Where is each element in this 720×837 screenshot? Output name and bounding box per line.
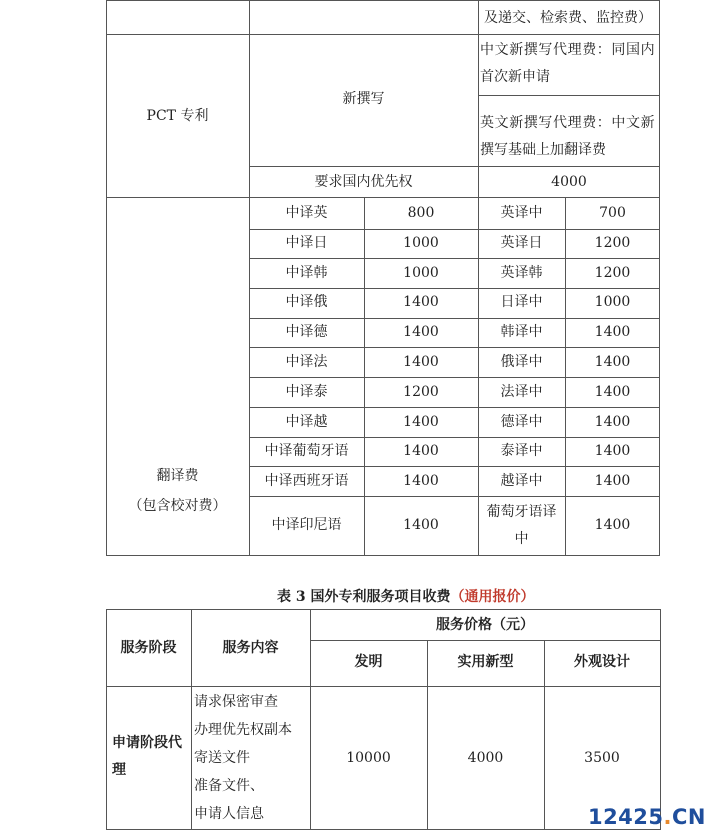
translation-left: 中译日 [285, 235, 328, 251]
translation-right-line1: 葡萄牙语译 [486, 504, 557, 520]
translation-right: 越译中 [500, 473, 543, 489]
translation-right: 日译中 [500, 294, 543, 310]
translation-left-fee: 1400 [403, 414, 439, 430]
translation-left-fee: 800 [407, 205, 435, 221]
translation-right-fee: 1400 [594, 414, 631, 430]
translation-right-fee: 1400 [594, 324, 631, 340]
translation-right-fee: 1400 [594, 354, 631, 370]
content-line: 准备文件、 [194, 778, 264, 794]
translation-right-fee: 1400 [594, 384, 631, 400]
header-stage: 服务阶段 [120, 640, 177, 656]
translation-right-fee: 1400 [594, 517, 631, 533]
translation-right-fee: 1000 [594, 294, 631, 310]
stage-line1: 申请阶段代 [112, 735, 182, 751]
stage-line2: 理 [112, 762, 126, 778]
translation-right: 德译中 [500, 414, 543, 430]
header-design: 外观设计 [574, 654, 630, 670]
content-line: 请求保密审查 [194, 694, 278, 710]
priority-label: 要求国内优先权 [314, 174, 413, 190]
en-fee-line1: 英文新撰写代理费：中文新 [480, 115, 656, 131]
priority-value: 4000 [551, 174, 587, 190]
cell-row0-col3: 及递交、检索费、监控费） [484, 10, 652, 26]
translation-right: 英译日 [500, 235, 543, 251]
translation-right: 英译韩 [500, 265, 543, 281]
header-invention: 发明 [354, 654, 383, 670]
translation-left-fee: 1400 [403, 294, 439, 310]
translation-label: 翻译费 [156, 468, 199, 484]
price-design: 3500 [584, 750, 620, 766]
translation-left: 中译韩 [285, 265, 328, 281]
translation-left: 中译泰 [285, 384, 328, 400]
translation-right-fee: 1400 [594, 443, 631, 459]
translation-right: 泰译中 [500, 443, 543, 459]
translation-right-fee: 1200 [594, 265, 631, 281]
translation-left-fee: 1400 [403, 473, 439, 489]
translation-left-fee: 1000 [403, 265, 439, 281]
translation-right: 韩译中 [500, 324, 543, 340]
pct-label: PCT 专利 [146, 108, 209, 124]
translation-left-fee: 1200 [403, 384, 439, 400]
translation-left-fee: 1400 [403, 324, 439, 340]
translation-right-fee: 1400 [594, 473, 631, 489]
content-line: 申请人信息 [194, 806, 264, 822]
cn-fee-line2: 首次新申请 [480, 69, 550, 85]
header-price-group: 服务价格（元） [436, 617, 534, 633]
translation-left: 中译英 [285, 205, 328, 221]
header-content: 服务内容 [222, 640, 279, 656]
translation-right: 英译中 [500, 205, 543, 221]
price-invention: 10000 [346, 750, 391, 766]
watermark-logo: 12425.CN [587, 805, 706, 829]
en-fee-line2: 撰写基础上加翻译费 [480, 142, 606, 158]
translation-left: 中译印尼语 [271, 517, 342, 533]
new-writing-label: 新撰写 [342, 91, 385, 107]
translation-right-fee: 700 [599, 205, 626, 221]
translation-note: （包含校对费） [128, 498, 227, 514]
translation-left-fee: 1000 [403, 235, 439, 251]
price-utility: 4000 [467, 750, 504, 766]
translation-left: 中译俄 [285, 294, 328, 310]
translation-left-fee: 1400 [403, 354, 439, 370]
content-line: 寄送文件 [194, 750, 250, 766]
translation-right-fee: 1200 [594, 235, 631, 251]
caption-main: 表 3 国外专利服务项目收费 [277, 589, 451, 605]
table-caption [277, 587, 535, 607]
translation-left: 中译德 [285, 324, 328, 340]
translation-left: 中译法 [285, 354, 328, 370]
cn-fee-line1: 中文新撰写代理费：同国内 [480, 42, 656, 58]
translation-left: 中译葡萄牙语 [264, 443, 349, 459]
caption-highlight: （通用报价） [450, 589, 535, 605]
translation-left: 中译越 [285, 414, 328, 430]
header-utility: 实用新型 [457, 654, 514, 670]
translation-left: 中译西班牙语 [264, 473, 349, 489]
translation-right-line2: 中 [514, 531, 529, 547]
translation-left-fee: 1400 [403, 517, 439, 533]
content-line: 办理优先权副本 [194, 722, 292, 738]
translation-right: 俄译中 [500, 354, 543, 370]
translation-right: 法译中 [500, 384, 543, 400]
translation-left-fee: 1400 [403, 443, 439, 459]
